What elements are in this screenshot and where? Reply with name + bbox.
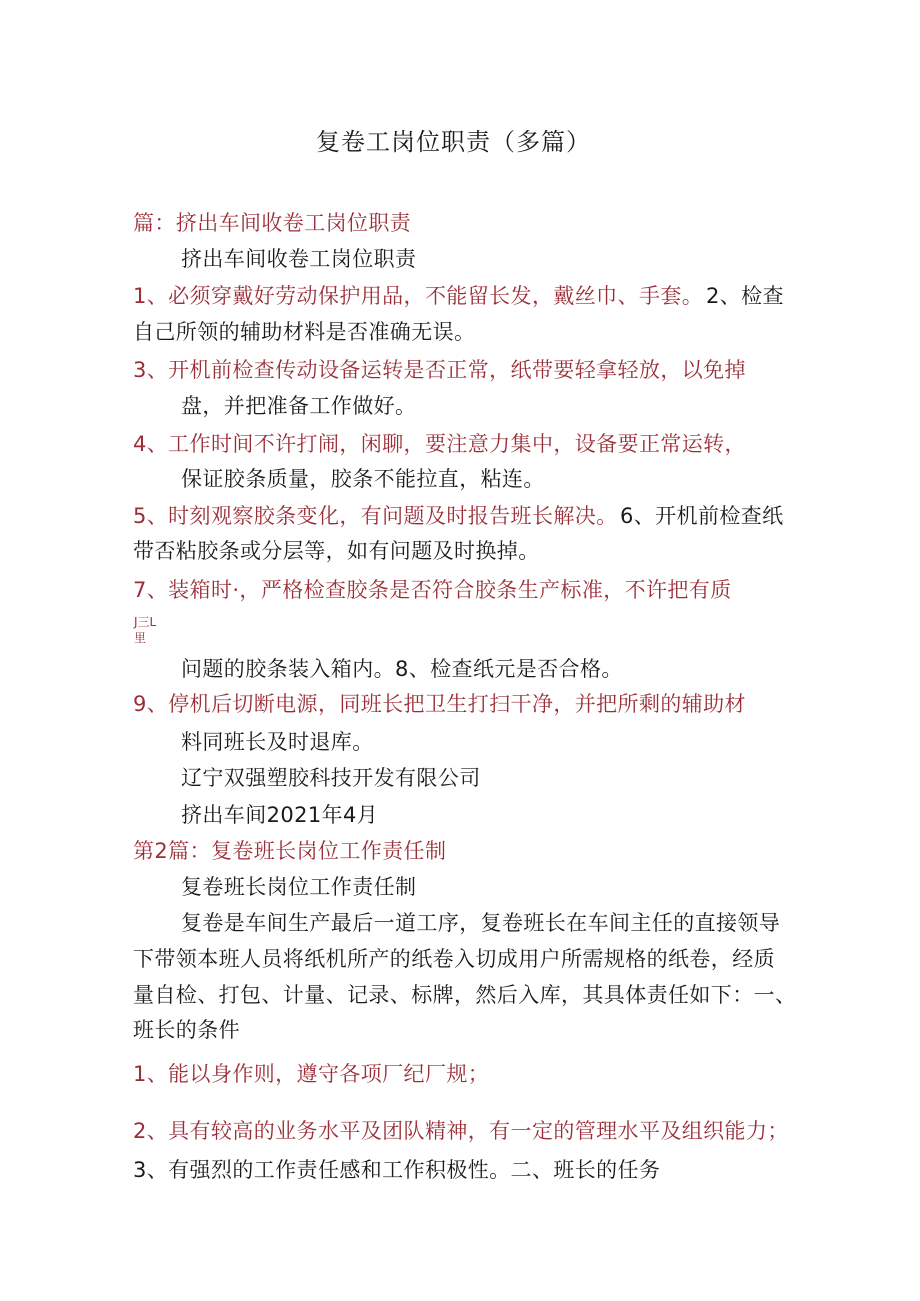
company-name: 辽宁双强塑胶科技开发有限公司 [181,766,481,790]
subsection-title: 挤出车间收卷工岗位职责 [181,247,417,271]
paragraph-line: 4、工作时间不许打闹，闲聊，要注意力集中，设备要正常运转， [133,432,746,456]
list-item: 2、具有较高的业务水平及团队精神，有一定的管理水平及组织能力； [133,1119,789,1143]
document-date: 挤出车间2021年4月 [181,803,379,827]
paragraph-line: 7、装箱时·，严格检查胶条是否符合胶条生产标准，不许把有质 [133,578,732,602]
paragraph-line: 盘，并把准备工作做好。 [181,394,417,418]
paragraph-line: 1、必须穿戴好劳动保护用品，不能留长发，戴丝巾、手套。 [133,284,704,308]
paragraph-line: 保证胶条质量，胶条不能拉直，粘连。 [181,467,545,491]
paragraph-line: 下带领本班人员将纸机所产的纸卷入切成用户所需规格的纸卷，经质 [133,947,775,971]
list-item: 1、能以身作则，遵守各项厂纪厂规； [133,1062,490,1086]
ocr-artifact-text: 里 [134,631,147,645]
ocr-artifact-text: J三L [134,615,157,629]
paragraph-line: 问题的胶条装入箱内。8、检查纸元是否合格。 [181,657,623,681]
paragraph-line: 9、停机后切断电源，同班长把卫生打扫干净，并把所剩的辅助材 [133,692,746,716]
paragraph-line: 3、开机前检查传动设备运转是否正常，纸带要轻拿轻放，以免掉 [133,358,746,382]
paragraph-line: 班长的条件 [133,1018,240,1042]
document-title: 复卷工岗位职责（多篇） [316,128,591,156]
paragraph-line: 复卷是车间生产最后一道工序，复卷班长在车间主任的直接领导 [181,911,781,935]
paragraph-line: 料同班长及时退库。 [181,730,374,754]
paragraph-line: 2、检查 [706,284,784,308]
paragraph-line: 带否粘胶条或分层等，如有问题及时换掉。 [133,539,540,563]
paragraph-line: 6、开机前检查纸 [620,504,784,528]
paragraph-line: 自己所领的辅助材料是否准确无误。 [133,320,476,344]
section-heading: 篇：挤出车间收卷工岗位职责 [133,211,412,235]
section-heading: 第2篇：复卷班长岗位工作责任制 [133,839,447,863]
paragraph-line: 量自检、打包、计量、记录、标牌，然后入库，其具体责任如下：一、 [133,983,797,1007]
subsection-title: 复卷班长岗位工作责任制 [181,875,417,899]
list-item: 3、有强烈的工作责任感和工作积极性。二、班长的任务 [133,1158,661,1182]
paragraph-line: 5、时刻观察胶条变化，有问题及时报告班长解决。 [133,504,618,528]
